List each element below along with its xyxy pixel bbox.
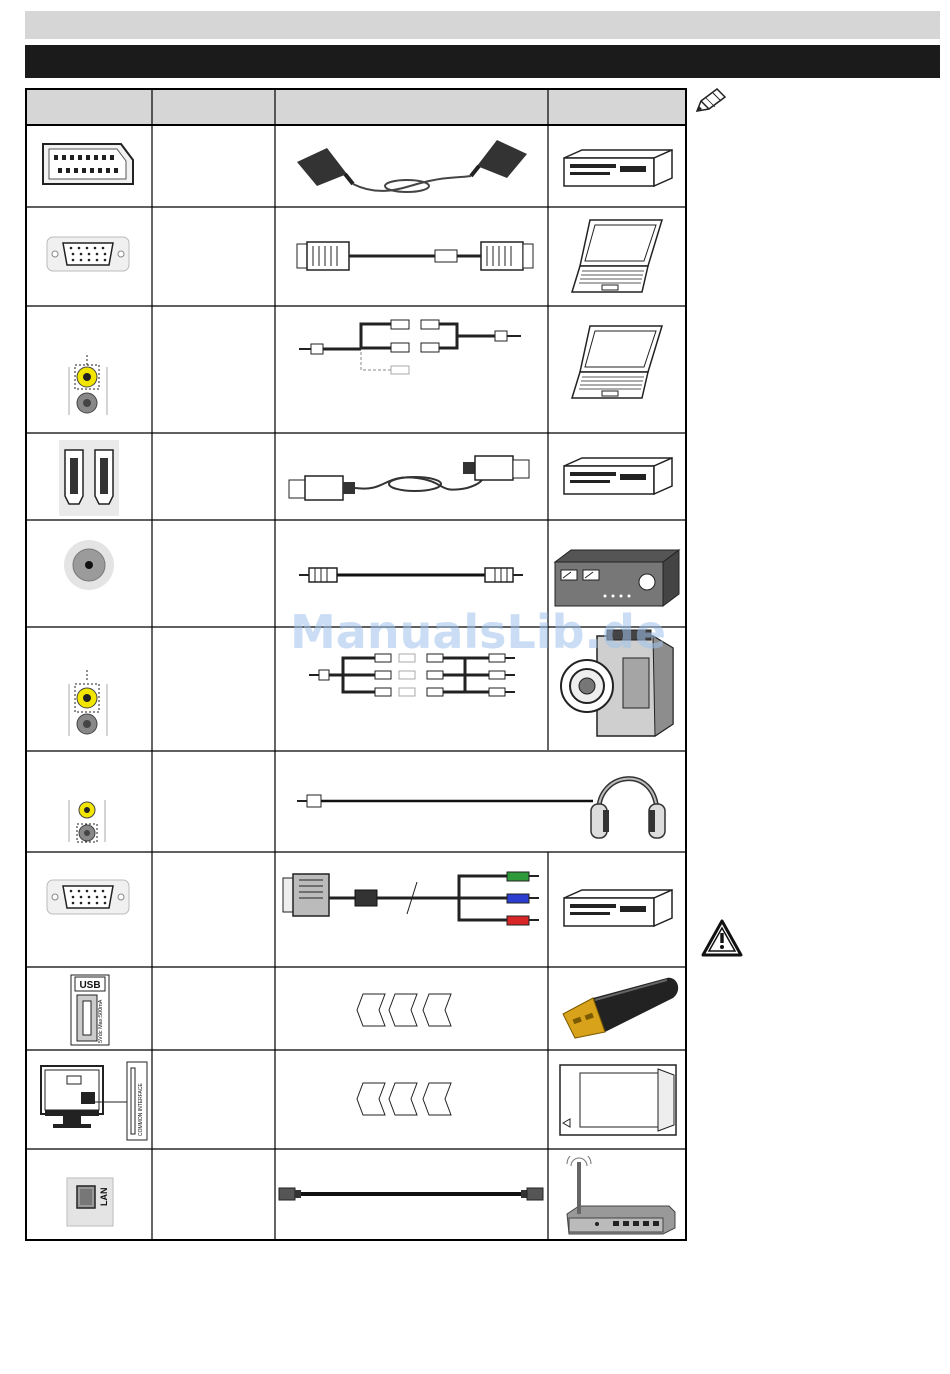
usb-label: USB <box>79 980 101 991</box>
ci-label: COMMON INTERFACE <box>138 1083 144 1136</box>
header-bar <box>25 11 940 39</box>
hdmi-cable-icon <box>287 452 537 504</box>
component-cable-icon <box>281 866 543 926</box>
column-header-device <box>548 88 687 125</box>
headphone-cable-icon <box>293 760 683 846</box>
video-recorder-icon <box>560 456 675 498</box>
watermark: ManualsLib.de <box>290 605 667 659</box>
column-header-connector <box>25 88 152 125</box>
scart-socket-icon <box>37 140 137 188</box>
lan-socket-icon <box>65 1176 117 1228</box>
rca-cable-icon <box>297 562 527 588</box>
lan-label: LAN <box>99 1187 109 1206</box>
usb-socket-icon <box>69 973 111 1047</box>
coax-socket-icon <box>63 539 115 591</box>
warning-triangle-icon <box>700 918 744 958</box>
laptop-icon <box>570 216 665 298</box>
hdmi-socket-icon <box>59 440 119 516</box>
column-header-type <box>152 88 275 125</box>
column-header-cable <box>275 88 548 125</box>
usb-spec-label: 5Vdc Max:500mA <box>98 999 104 1043</box>
ethernet-cable-icon <box>277 1185 545 1203</box>
vga-cable-icon <box>295 238 535 274</box>
ci-slot-icon <box>39 1058 151 1144</box>
av-jack-icon <box>67 668 117 740</box>
vga-socket-icon <box>45 876 131 918</box>
pencil-note-icon <box>693 87 729 117</box>
scart-cable-icon <box>287 134 537 204</box>
audio-split-cable-icon <box>295 316 535 380</box>
laptop-icon <box>570 322 665 404</box>
video-recorder-icon <box>560 888 675 930</box>
audio-jack-icon <box>67 353 117 419</box>
title-bar <box>25 45 940 78</box>
insert-arrows-icon <box>355 992 467 1028</box>
headphone-jack-icon <box>67 796 113 844</box>
amplifier-icon <box>553 546 683 610</box>
cam-module-icon <box>558 1063 678 1137</box>
video-recorder-icon <box>560 148 675 190</box>
connections-table <box>25 88 687 1241</box>
usb-stick-icon <box>555 976 683 1040</box>
insert-arrows-icon <box>355 1081 467 1117</box>
router-icon <box>565 1156 677 1236</box>
vga-socket-icon <box>45 233 131 275</box>
